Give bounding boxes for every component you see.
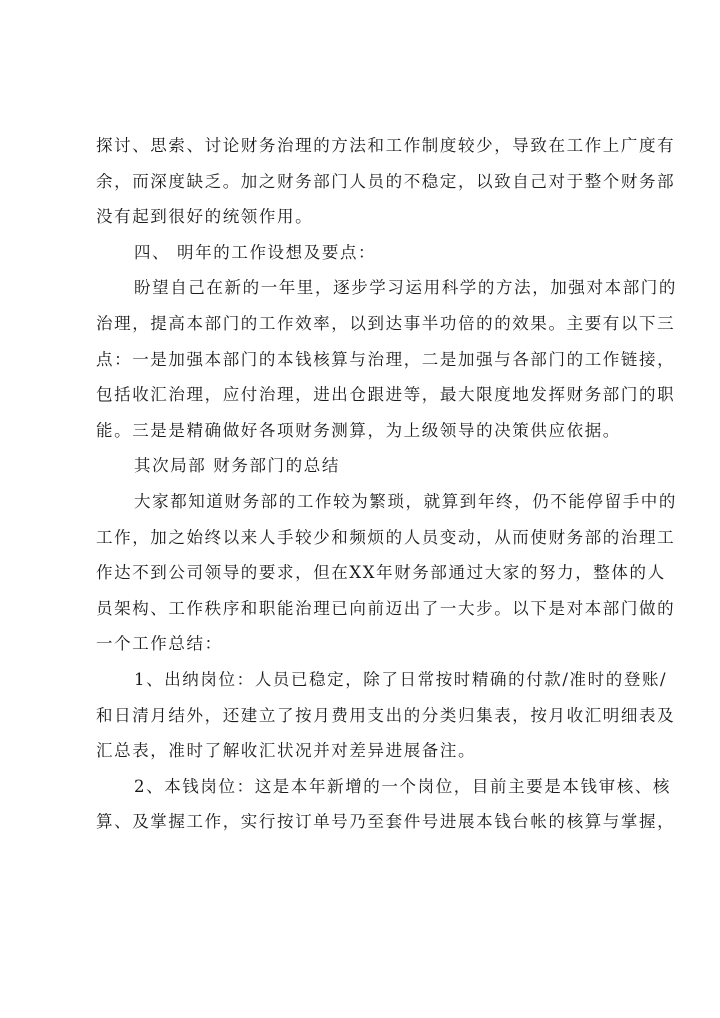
text-line: 和日清月结外，还建立了按月费用支出的分类归集表，按月收汇明细表及 — [96, 705, 676, 725]
text-line: 治理，提高本部门的工作效率，以到达事半功倍的的效果。主要有以下三 — [96, 313, 676, 333]
text-line: 包括收汇治理，应付治理，进出仓跟进等，最大限度地发挥财务部门的职 — [96, 385, 676, 405]
section-heading: 其次局部 财务部门的总结 — [134, 456, 340, 476]
text-line: 作达不到公司领导的要求，但在XX年财务部通过大家的努力，整体的人 — [96, 563, 666, 583]
text-line: 工作，加之始终以来人手较少和频烦的人员变动，从而使财务部的治理工 — [96, 527, 676, 547]
text-line: 能。三是是精确做好各项财务测算，为上级领导的决策供应依据。 — [96, 420, 621, 440]
list-item: 1、出纳岗位：人员已稳定，除了日常按时精确的付款/准时的登账/ — [134, 669, 668, 689]
text-line: 一个工作总结： — [96, 634, 223, 654]
text-line: 大家都知道财务部的工作较为繁琐，就算到年终，仍不能停留手中的 — [134, 491, 677, 511]
text-line: 盼望自己在新的一年里，逐步学习运用科学的方法，加强对本部门的 — [134, 278, 677, 298]
list-item: 2、本钱岗位：这是本年新增的一个岗位，目前主要是本钱审核、核 — [134, 776, 671, 796]
document-body — [96, 128, 677, 840]
text-line: 探讨、思索、讨论财务治理的方法和工作制度较少，导致在工作上广度有 — [96, 136, 676, 155]
text-line: 员架构、工作秩序和职能治理已向前迈出了一大步。以下是对本部门做的 — [96, 598, 676, 618]
text-line: 余，而深度缺乏。加之财务部门人员的不稳定，以致自己对于整个财务部 — [96, 171, 676, 191]
section-heading: 四、 明年的工作设想及要点： — [134, 242, 377, 262]
text-line: 算、及掌握工作，实行按订单号乃至套件号进展本钱台帐的核算与掌握， — [96, 812, 676, 832]
text-line: 点：一是加强本部门的本钱核算与治理，二是加强与各部门的工作链接， — [96, 349, 676, 369]
text-line: 没有起到很好的统领作用。 — [96, 207, 314, 227]
text-line: 汇总表，准时了解收汇状况并对差异进展备注。 — [96, 741, 477, 761]
